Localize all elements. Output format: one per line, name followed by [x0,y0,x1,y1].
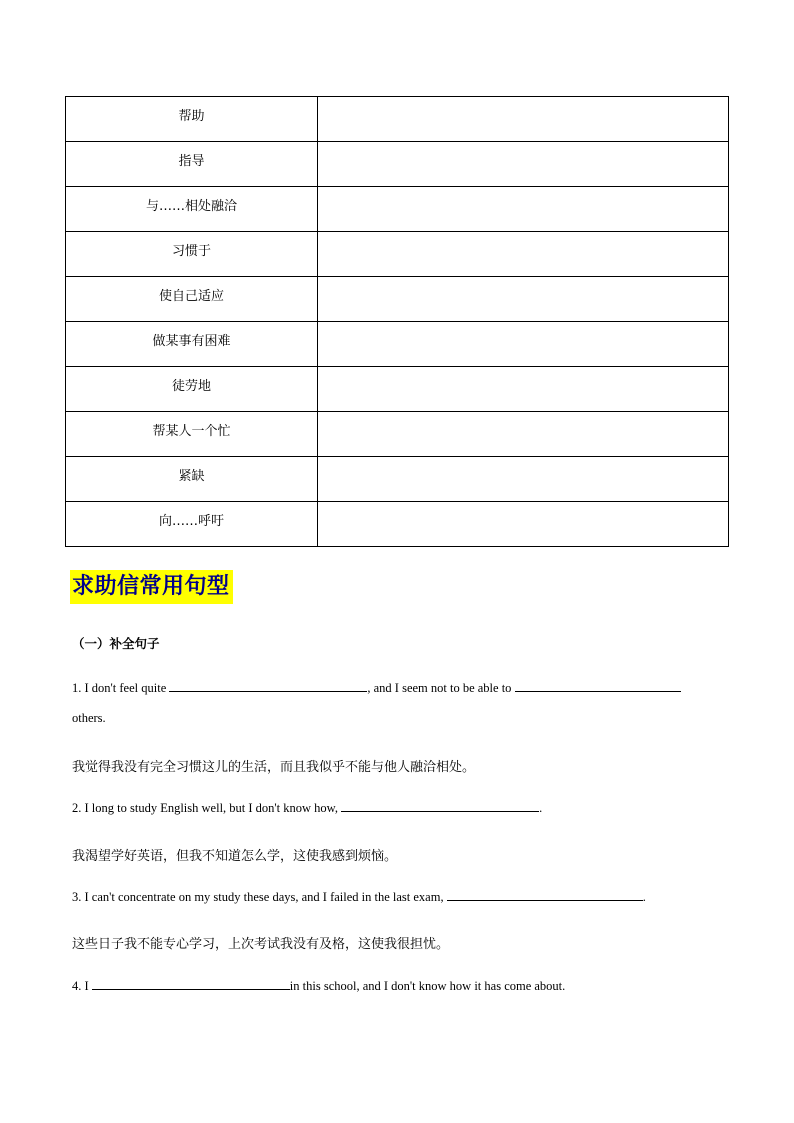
sentence-1-english [72,680,681,696]
vocab-row [66,412,729,457]
section-title: 求助信常用句型 [70,570,233,604]
vocab-answer-cell[interactable] [318,187,729,232]
sentence-4-blank[interactable] [92,978,290,990]
vocab-answer-cell[interactable] [318,322,729,367]
vocab-chinese-cell: 帮某人一个忙 [66,412,318,457]
vocab-chinese-cell: 帮助 [66,97,318,142]
vocab-chinese-cell: 指导 [66,142,318,187]
sentence-2-chinese: 我渴望学好英语，但我不知道怎么学，这使我感到烦恼。 [72,849,398,864]
vocab-row [66,277,729,322]
sentence-1-part-b: , and I seem not to be able to [367,681,515,695]
vocab-answer-cell[interactable] [318,142,729,187]
sentence-3-blank[interactable] [447,889,643,901]
sentence-2-blank[interactable] [341,800,539,812]
sentence-3-part-b: . [642,890,646,904]
sentence-2-part-b: . [539,801,543,815]
sentence-4-english [72,978,565,994]
sentence-2-part-a: 2. I long to study English well, but I don't know how, [72,801,342,815]
sentence-3-english [72,889,646,905]
vocab-chinese-cell: 与……相处融洽 [66,187,318,232]
sentence-1-chinese: 我觉得我没有完全习惯这儿的生活，而且我似乎不能与他人融洽相处。 [72,760,476,775]
sentence-4-part-a: 4. I [72,979,92,993]
sentence-3-chinese: 这些日子我不能专心学习，上次考试我没有及格，这使我很担忧。 [72,937,450,952]
vocab-row [66,187,729,232]
sentence-1-english-cont: others. [72,711,106,725]
vocab-answer-cell[interactable] [318,457,729,502]
vocab-answer-cell[interactable] [318,277,729,322]
sentence-3-part-a: 3. I can't concentrate on my study these days, and I failed in the last exam, [72,890,447,904]
sentence-4-part-b: in this school, and I don't know how it has come about. [289,979,566,993]
section-subhead: （一）补全句子 [72,636,160,651]
vocab-row [66,502,729,547]
vocab-chinese-cell: 使自己适应 [66,277,318,322]
vocab-row [66,142,729,187]
vocab-row [66,367,729,412]
vocab-chinese-cell: 徒劳地 [66,367,318,412]
vocab-chinese-cell: 做某事有困难 [66,322,318,367]
sentence-1-blank-2[interactable] [515,680,681,692]
vocab-row [66,322,729,367]
vocab-answer-cell[interactable] [318,97,729,142]
vocab-answer-cell[interactable] [318,412,729,457]
vocab-answer-cell[interactable] [318,232,729,277]
vocab-chinese-cell: 紧缺 [66,457,318,502]
sentence-2-english [72,800,542,816]
sentence-1-blank-1[interactable] [169,680,367,692]
sentence-1-part-a: 1. I don't feel quite [72,681,170,695]
vocabulary-table [65,96,729,547]
vocab-chinese-cell: 向……呼吁 [66,502,318,547]
vocab-answer-cell[interactable] [318,367,729,412]
vocab-answer-cell[interactable] [318,502,729,547]
vocab-row [66,457,729,502]
vocab-row [66,232,729,277]
vocab-row [66,97,729,142]
vocab-chinese-cell: 习惯于 [66,232,318,277]
